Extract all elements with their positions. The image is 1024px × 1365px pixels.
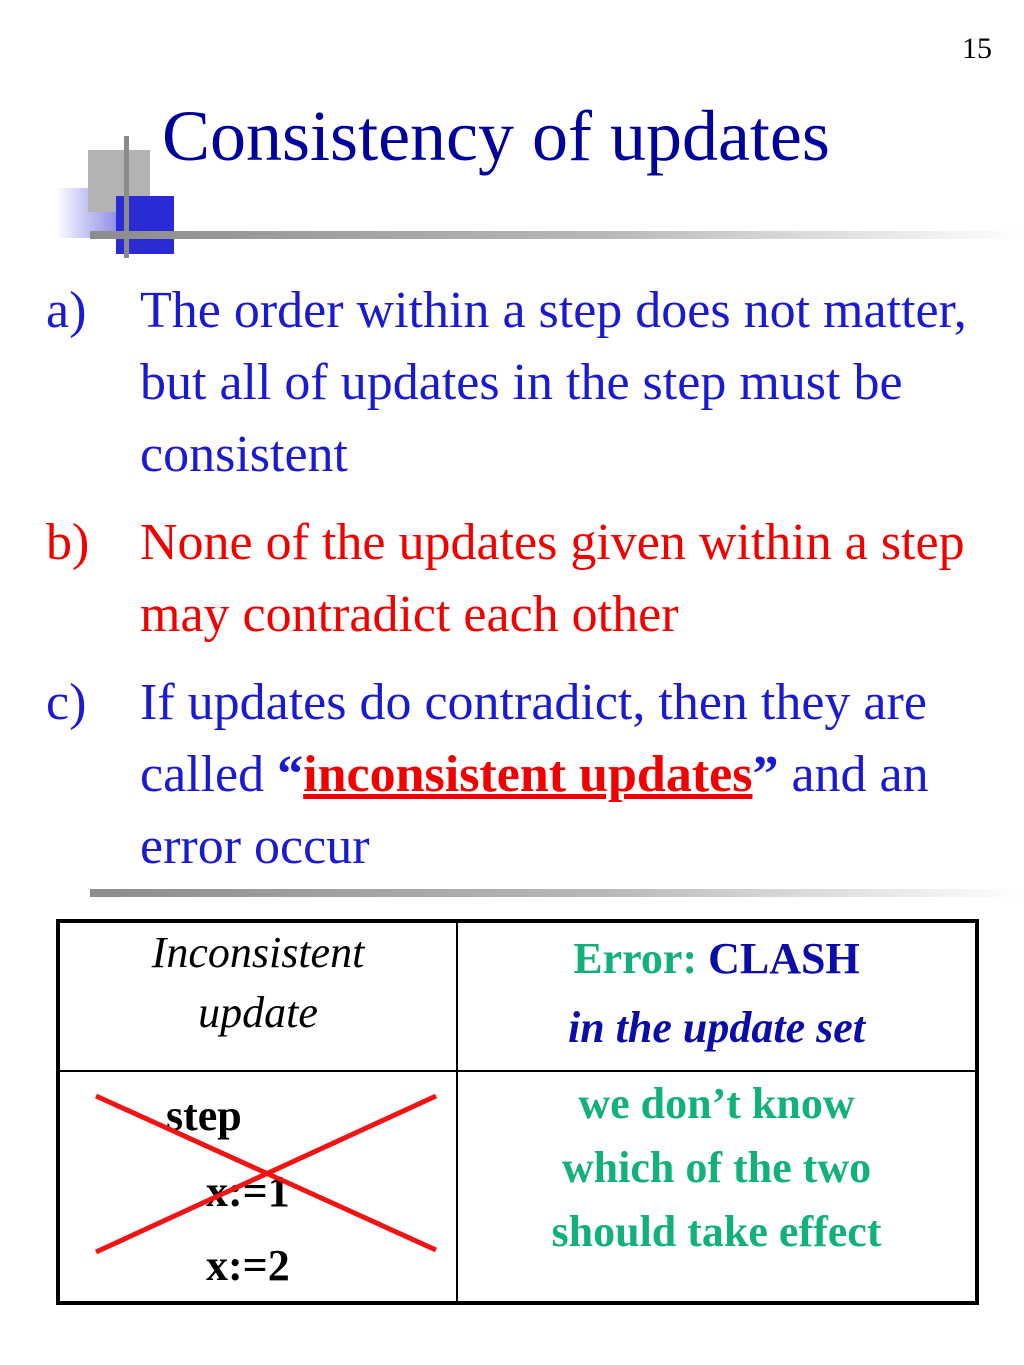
clash-example-table (56, 919, 979, 1305)
header-left-line-2: update (198, 988, 318, 1037)
close-quote: ” (752, 746, 779, 803)
header-error-clash (457, 921, 977, 1071)
bullet-marker: a) (46, 282, 87, 339)
bullet-marker: c) (46, 674, 87, 731)
bottom-divider (90, 889, 1024, 897)
code-line-assign-1: x:=1 (206, 1167, 290, 1216)
error-value: CLASH (708, 934, 860, 983)
slide-title: Consistency of updates (162, 96, 830, 176)
slide-number: 15 (962, 32, 992, 65)
bullet-a (46, 275, 1006, 491)
bullet-text-before: If updates do contradict, then they are called (140, 674, 927, 803)
bullet-text-after: and an error occur (140, 746, 929, 875)
clash-explanation (457, 1071, 977, 1303)
explanation-line-1: we don’t know (578, 1079, 855, 1128)
inconsistent-updates-emphasis: inconsistent updates (303, 746, 753, 803)
bullet-text (140, 667, 1006, 883)
explanation-line-3: should take effect (551, 1207, 882, 1256)
bullet-b (46, 507, 1006, 651)
red-cross-icon (60, 1072, 456, 1300)
header-inconsistent-update (58, 921, 457, 1071)
error-subtitle: in the update set (567, 1003, 866, 1052)
code-line-step: step (166, 1091, 242, 1140)
bullet-list (46, 275, 1006, 899)
bullet-text: The order within a step does not matter, but all of updates in the step must be consistent (140, 282, 967, 483)
title-ornament-vertical-line (124, 136, 129, 258)
table-body-row (58, 1071, 977, 1303)
crossed-out-code (58, 1071, 457, 1303)
bullet-c (46, 667, 1006, 883)
table-header-row (58, 921, 977, 1071)
explanation-line-2: which of the two (561, 1143, 872, 1192)
error-label: Error: (573, 934, 698, 983)
bullet-marker: b) (46, 514, 90, 571)
open-quote: “ (277, 746, 304, 803)
code-line-assign-2: x:=2 (206, 1241, 290, 1290)
title-divider (90, 231, 1024, 239)
header-left-line-1: Inconsistent (151, 928, 365, 977)
bullet-text: None of the updates given within a step may contradict each other (140, 514, 965, 643)
